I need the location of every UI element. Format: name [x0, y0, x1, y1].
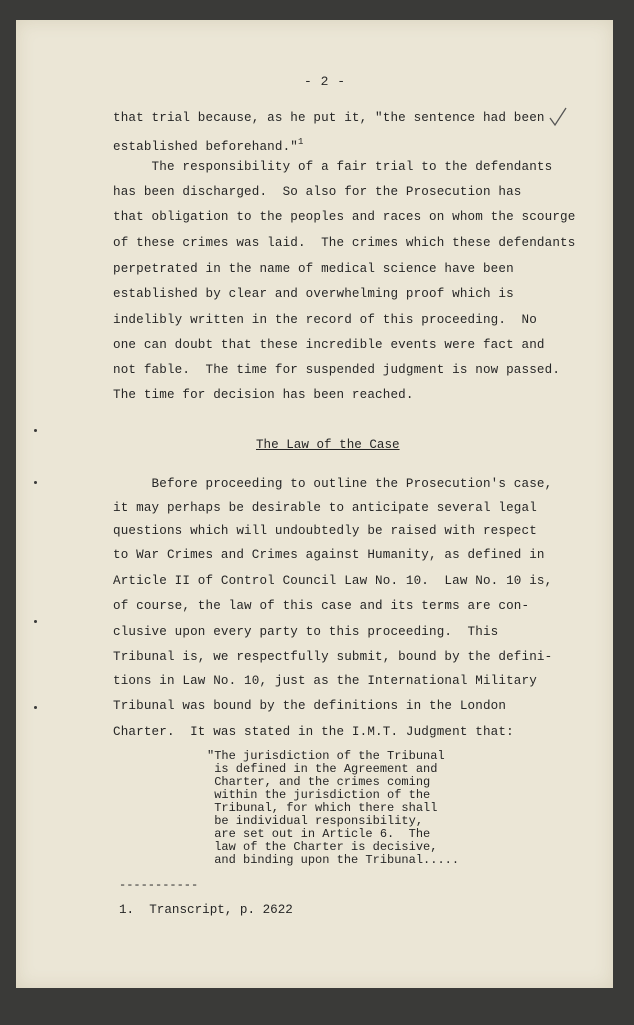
body-line: established beforehand."$^1$ [113, 137, 304, 154]
section-line: clusive upon every party to this proceeding. This [113, 625, 499, 639]
margin-mark [34, 429, 37, 432]
margin-mark [34, 706, 37, 709]
quote-line: is defined in the Agreement and [207, 762, 438, 776]
quote-line: law of the Charter is decisive, [207, 840, 438, 854]
body-line: that obligation to the peoples and races on whom the scourge [113, 210, 576, 224]
body-line: established by clear and overwhelming proof which is [113, 287, 514, 301]
section-line: Tribunal is, we respectfully submit, bound by the defini- [113, 650, 553, 664]
body-line: indelibly written in the record of this proceeding. No [113, 313, 537, 327]
section-line: it may perhaps be desirable to anticipate several legal [113, 501, 537, 515]
footnote-separator: ----------- [119, 878, 199, 892]
body-line: one can doubt that these incredible events were fact and [113, 338, 545, 352]
body-line: has been discharged. So also for the Prosecution has [113, 185, 522, 199]
quote-line: and binding upon the Tribunal..... [207, 853, 460, 867]
section-line: Charter. It was stated in the I.M.T. Judgment that: [113, 725, 514, 739]
body-line: The time for decision has been reached. [113, 388, 414, 402]
quote-line: "The jurisdiction of the Tribunal [207, 749, 445, 763]
body-line: perpetrated in the name of medical science have been [113, 262, 514, 276]
section-line: Before proceeding to outline the Prosecution's case, [113, 477, 553, 491]
section-line: Tribunal was bound by the definitions in the London [113, 699, 507, 713]
body-line: not fable. The time for suspended judgment is now passed. [113, 363, 561, 377]
quote-line: within the jurisdiction of the [207, 788, 431, 802]
section-line: Article II of Control Council Law No. 10. Law No. 10 is, [113, 574, 553, 588]
checkmark-annotation [548, 106, 568, 128]
section-line: questions which will undoubtedly be raised with respect [113, 524, 537, 538]
section-heading: The Law of the Case [256, 438, 400, 452]
section-line: of course, the law of this case and its terms are con- [113, 599, 530, 613]
section-line: tions in Law No. 10, just as the International Military [113, 674, 537, 688]
section-line: to War Crimes and Crimes against Humanity, as defined in [113, 548, 545, 562]
body-line: that trial because, as he put it, "the sentence had been [113, 111, 545, 125]
margin-mark [34, 620, 37, 623]
margin-mark [34, 481, 37, 484]
footnote-reference: 1 [297, 137, 304, 147]
quote-line: Charter, and the crimes coming [207, 775, 431, 789]
footnote: 1. Transcript, p. 2622 [119, 903, 293, 917]
quote-line: are set out in Article 6. The [207, 827, 431, 841]
page-number: - 2 - [304, 74, 346, 89]
body-line: of these crimes was laid. The crimes which these defendants [113, 236, 576, 250]
quote-line: be individual responsibility, [207, 814, 424, 828]
quote-line: Tribunal, for which there shall [207, 801, 438, 815]
body-line: The responsibility of a fair trial to the defendants [113, 160, 553, 174]
